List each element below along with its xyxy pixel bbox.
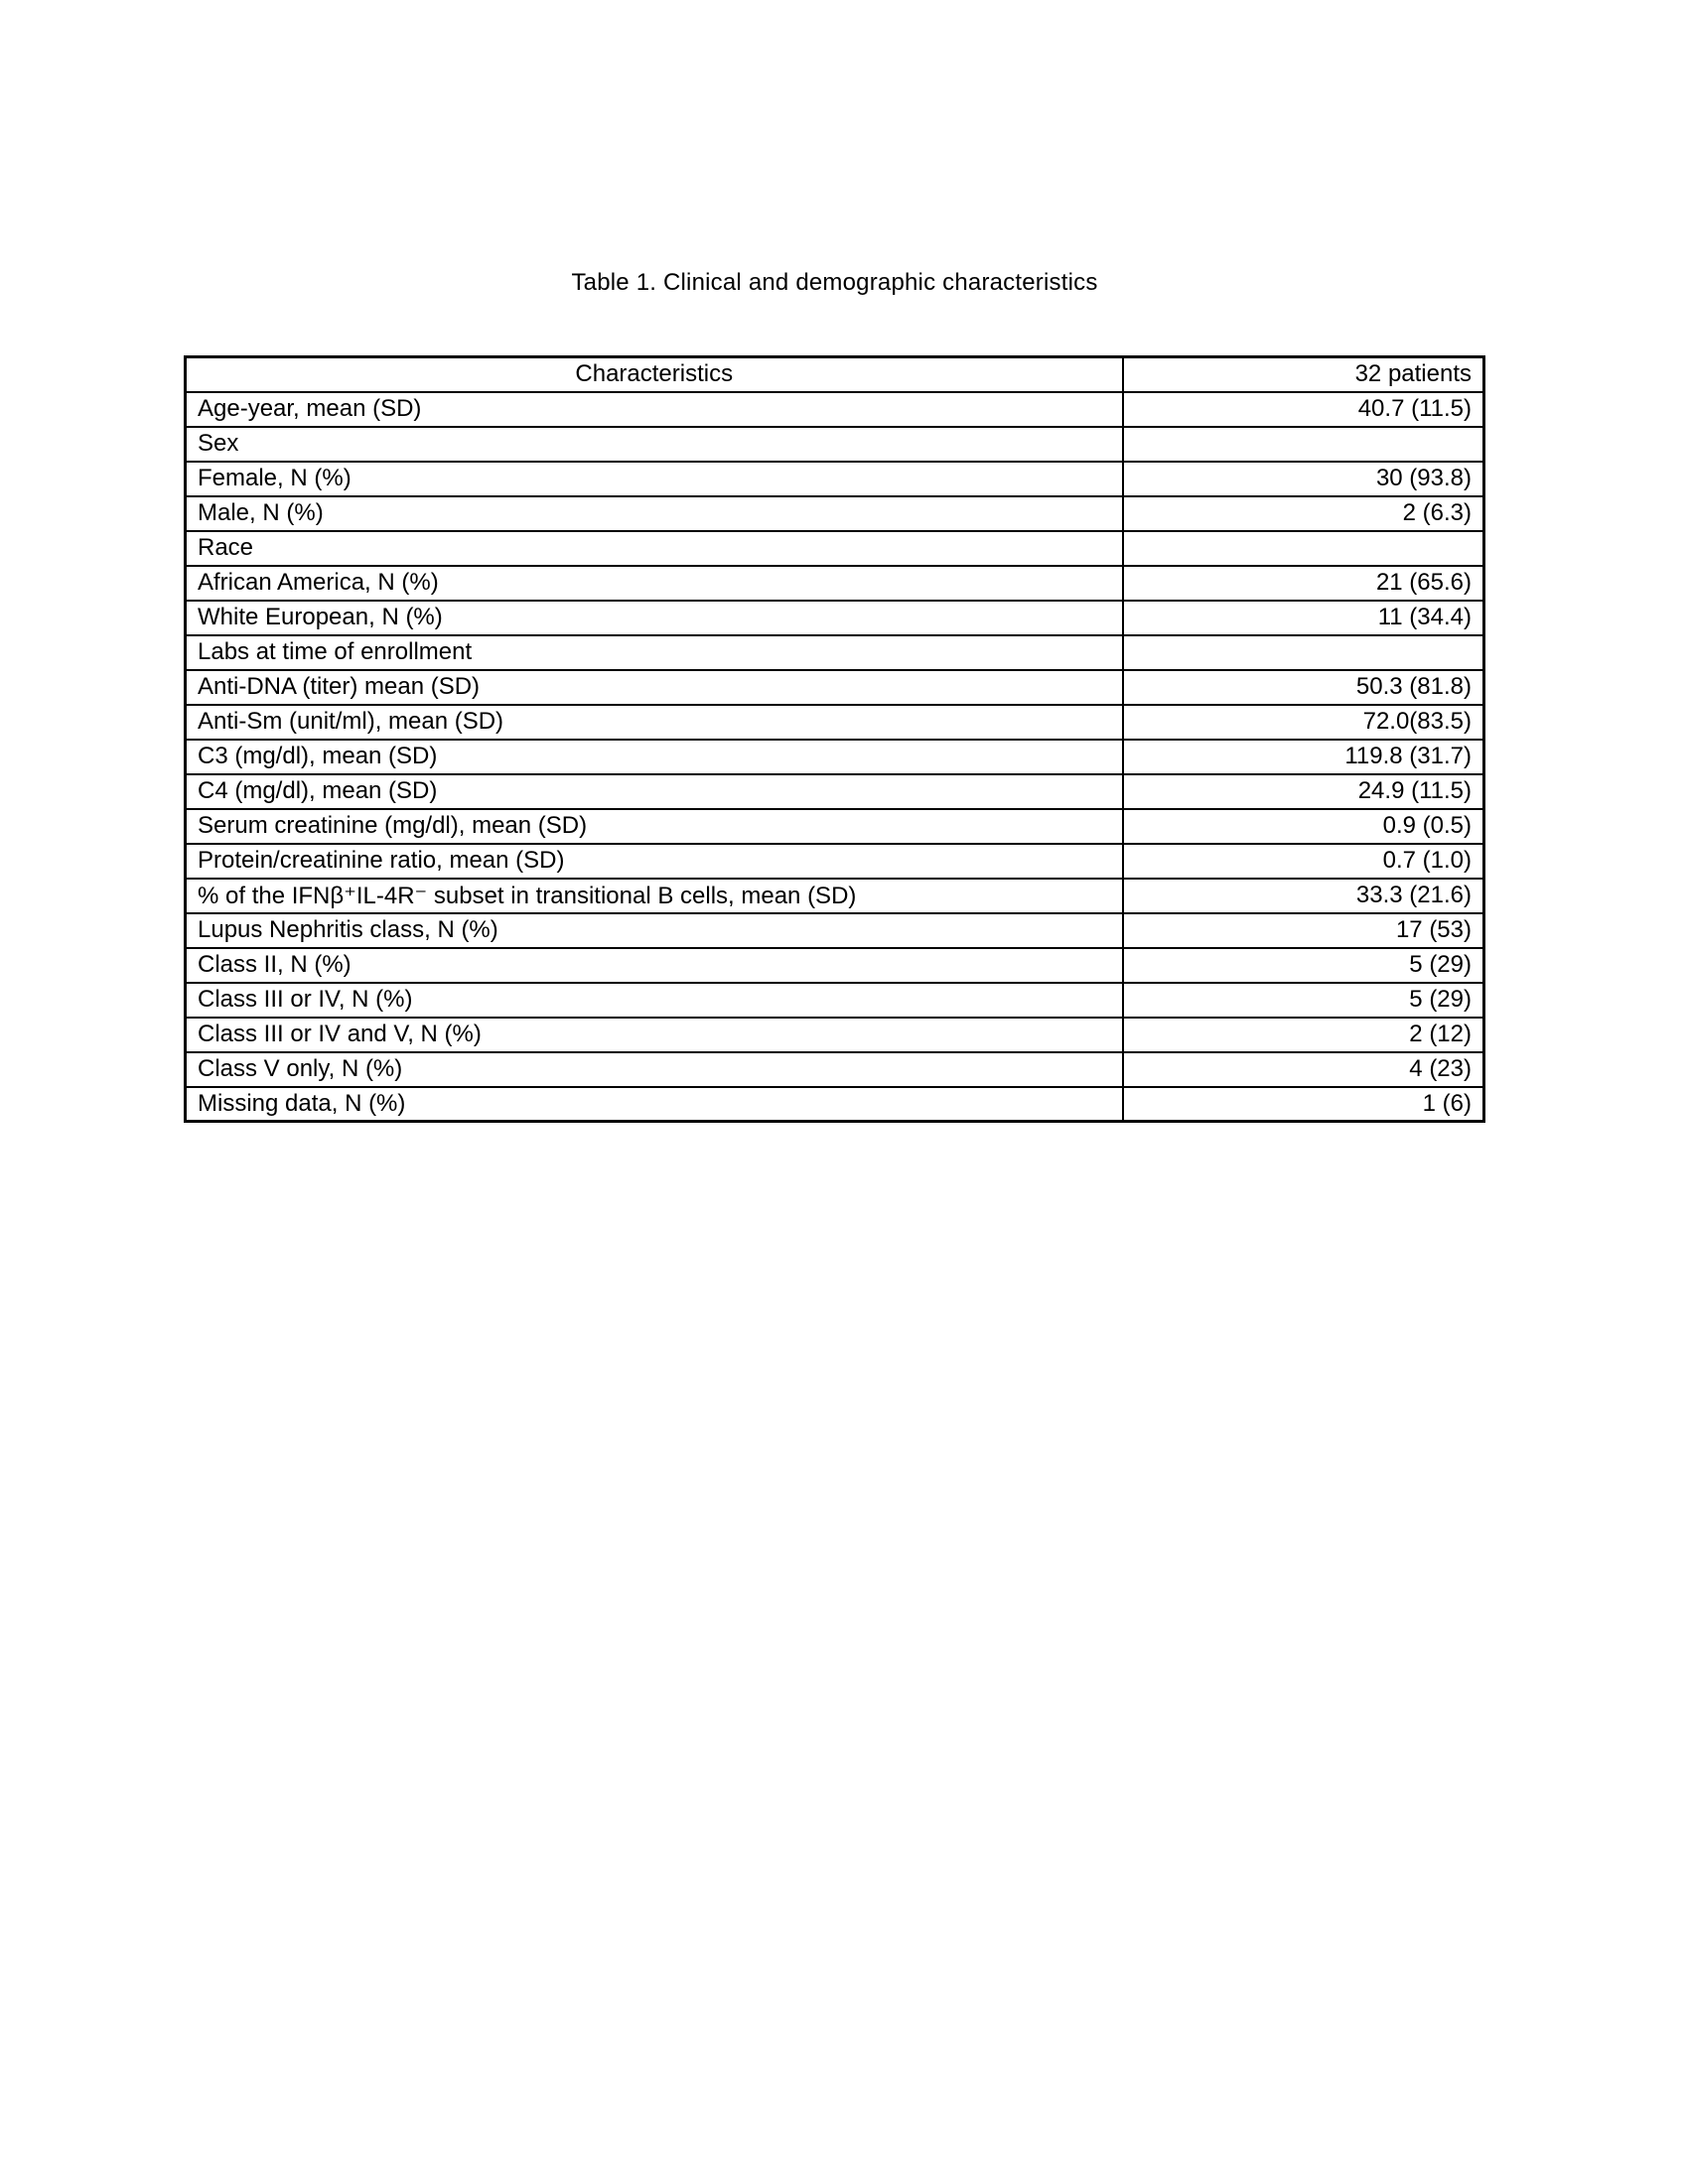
table-row: [186, 774, 1484, 809]
row-label: White European, N (%): [186, 601, 1123, 635]
row-label: Sex: [186, 427, 1123, 462]
row-label: Class V only, N (%): [186, 1052, 1123, 1087]
row-label: C3 (mg/dl), mean (SD): [186, 740, 1123, 774]
characteristics-table: [184, 355, 1485, 1123]
row-label: Class III or IV, N (%): [186, 983, 1123, 1018]
table-row: [186, 531, 1484, 566]
row-label: Class II, N (%): [186, 948, 1123, 983]
row-value: 0.7 (1.0): [1123, 844, 1484, 879]
table-row: [186, 601, 1484, 635]
row-value: 30 (93.8): [1123, 462, 1484, 496]
table-header: [186, 357, 1484, 392]
row-value: 0.9 (0.5): [1123, 809, 1484, 844]
row-value: 1 (6): [1123, 1087, 1484, 1122]
row-value: 2 (12): [1123, 1018, 1484, 1052]
row-label: Female, N (%): [186, 462, 1123, 496]
row-value: 17 (53): [1123, 913, 1484, 948]
row-value: 24.9 (11.5): [1123, 774, 1484, 809]
row-value: 119.8 (31.7): [1123, 740, 1484, 774]
row-label: Male, N (%): [186, 496, 1123, 531]
row-label: African America, N (%): [186, 566, 1123, 601]
table-row: [186, 462, 1484, 496]
row-label: Anti-DNA (titer) mean (SD): [186, 670, 1123, 705]
row-value: [1123, 635, 1484, 670]
row-value: 4 (23): [1123, 1052, 1484, 1087]
row-label: Anti-Sm (unit/ml), mean (SD): [186, 705, 1123, 740]
row-label: Serum creatinine (mg/dl), mean (SD): [186, 809, 1123, 844]
table-row: [186, 635, 1484, 670]
table-caption: Table 1. Clinical and demographic characteristics: [571, 269, 1098, 296]
row-label: Protein/creatinine ratio, mean (SD): [186, 844, 1123, 879]
table-row: [186, 670, 1484, 705]
table-row: [186, 427, 1484, 462]
row-value: [1123, 427, 1484, 462]
table-row: [186, 1052, 1484, 1087]
table-row: [186, 705, 1484, 740]
row-label: Class III or IV and V, N (%): [186, 1018, 1123, 1052]
row-label: Lupus Nephritis class, N (%): [186, 913, 1123, 948]
row-label: Labs at time of enrollment: [186, 635, 1123, 670]
header-characteristics: Characteristics: [186, 357, 1123, 392]
row-value: [1123, 531, 1484, 566]
row-value: 40.7 (11.5): [1123, 392, 1484, 427]
row-value: 11 (34.4): [1123, 601, 1484, 635]
row-label: % of the IFNβ⁺IL-4R⁻ subset in transitional B cells, mean (SD): [186, 879, 1123, 913]
row-value: 33.3 (21.6): [1123, 879, 1484, 913]
row-value: 21 (65.6): [1123, 566, 1484, 601]
row-label: C4 (mg/dl), mean (SD): [186, 774, 1123, 809]
table-row: [186, 740, 1484, 774]
header-row: [186, 357, 1484, 392]
table-row: [186, 496, 1484, 531]
table-row: [186, 392, 1484, 427]
table-row: [186, 913, 1484, 948]
row-label: Age-year, mean (SD): [186, 392, 1123, 427]
table-row: [186, 948, 1484, 983]
row-value: 5 (29): [1123, 983, 1484, 1018]
row-label: Missing data, N (%): [186, 1087, 1123, 1122]
table-row: [186, 1087, 1484, 1122]
header-patient-count: 32 patients: [1123, 357, 1484, 392]
table-row: [186, 844, 1484, 879]
row-value: 5 (29): [1123, 948, 1484, 983]
table-row: [186, 809, 1484, 844]
row-label: Race: [186, 531, 1123, 566]
row-value: 50.3 (81.8): [1123, 670, 1484, 705]
table-body: [186, 392, 1484, 1122]
table-row: [186, 566, 1484, 601]
table-row: [186, 1018, 1484, 1052]
table-row: [186, 983, 1484, 1018]
row-value: 2 (6.3): [1123, 496, 1484, 531]
table-row: [186, 879, 1484, 913]
row-value: 72.0(83.5): [1123, 705, 1484, 740]
